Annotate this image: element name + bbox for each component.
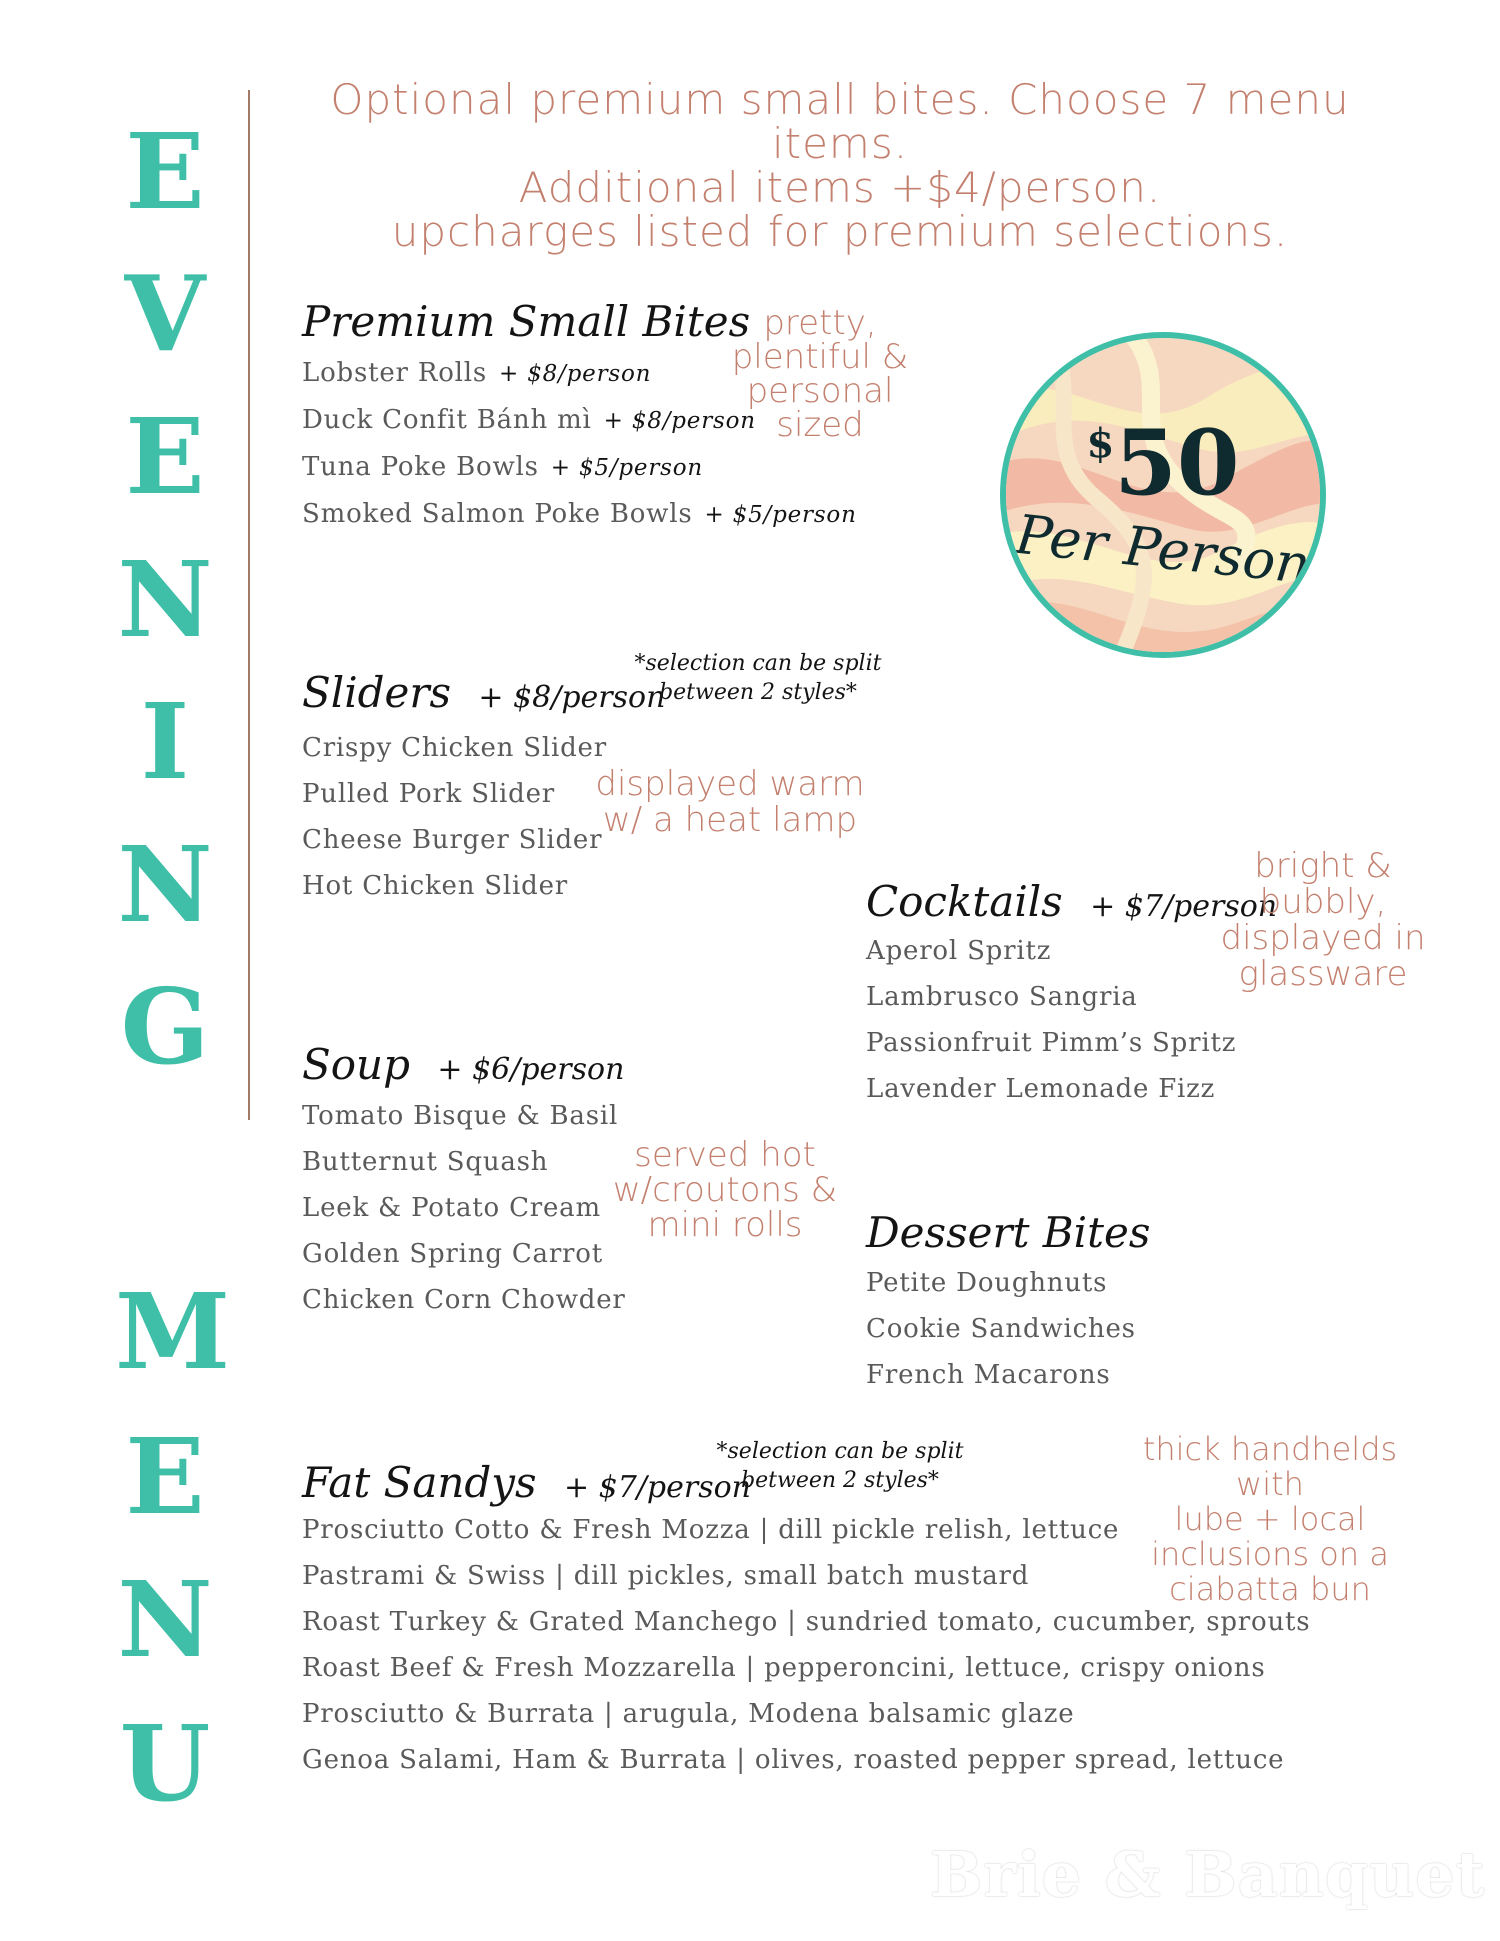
intro-line: upcharges listed for premium selections. <box>391 207 1289 256</box>
title-letter: G <box>120 965 210 1088</box>
list-item: Lavender Lemonade Fizz <box>866 1074 1216 1104</box>
badge-currency: $ <box>1086 420 1115 467</box>
hand-line: mini rolls <box>647 1205 803 1245</box>
watermark: Brie & Banquet <box>930 1838 1486 1911</box>
dessert-heading: Dessert Bites <box>866 1208 1151 1257</box>
soup-title: Soup <box>302 1040 410 1089</box>
item-name: Tuna Poke Bowls <box>302 452 539 482</box>
hand-line: lube + local <box>1174 1500 1366 1538</box>
sandys-split-note <box>700 1438 980 1495</box>
sliders-split-note <box>618 650 898 707</box>
cocktails-hand-note <box>1218 848 1428 992</box>
price-badge <box>1000 332 1326 658</box>
list-item: Crispy Chicken Slider <box>302 733 607 763</box>
sliders-title: Sliders <box>302 668 452 717</box>
sliders-list <box>302 725 607 909</box>
list-item: Roast Beef & Fresh Mozzarella | pepperoncini, lettuce, crispy onions <box>302 1653 1266 1683</box>
title-letter: N <box>117 1558 213 1681</box>
soup-hand-note <box>610 1135 840 1245</box>
list-item: Chicken Corn Chowder <box>302 1285 626 1315</box>
title-letter: E <box>125 110 205 233</box>
item-upcharge: + $5/person <box>704 502 857 528</box>
hand-line: inclusions on a <box>1151 1535 1389 1573</box>
sandys-heading <box>302 1458 751 1507</box>
list-item: Cheese Burger Slider <box>302 825 603 855</box>
item-upcharge: + $5/person <box>550 455 703 481</box>
list-item: Roast Turkey & Grated Manchego | sundried tomato, cucumber, sprouts <box>302 1607 1311 1637</box>
sliders-price: + $8/person <box>478 680 666 715</box>
list-item: Butternut Squash <box>302 1147 549 1177</box>
hand-line: displayed warm <box>595 764 865 804</box>
note-line: between 2 styles* <box>741 1467 939 1493</box>
sliders-hand-note <box>585 766 875 838</box>
soup-list <box>302 1093 626 1323</box>
hand-line: w/croutons & <box>612 1170 838 1210</box>
cocktails-title: Cocktails <box>866 877 1063 926</box>
dessert-list <box>866 1260 1136 1398</box>
hand-line: bubbly, <box>1259 882 1387 922</box>
list-item: Lambrusco Sangria <box>866 982 1138 1012</box>
soup-price: + $6/person <box>437 1052 625 1087</box>
hand-line: displayed in <box>1220 918 1426 958</box>
list-item: Hot Chicken Slider <box>302 871 569 901</box>
title-letter: M <box>115 1270 231 1393</box>
list-item: French Macarons <box>866 1360 1111 1390</box>
list-item: Passionfruit Pimm’s Spritz <box>866 1028 1237 1058</box>
hand-line: ciabatta bun <box>1169 1570 1371 1608</box>
list-item: Prosciutto Cotto & Fresh Mozza | dill pickle relish, lettuce <box>302 1515 1120 1545</box>
list-item: Leek & Potato Cream <box>302 1193 601 1223</box>
premium-hand-note <box>720 303 920 445</box>
note-line: between 2 styles* <box>659 679 857 705</box>
intro-line: Additional items +$4/person. <box>518 163 1162 212</box>
hand-line: personal <box>746 371 894 411</box>
item-upcharge: + $8/person <box>499 361 652 387</box>
list-item: Golden Spring Carrot <box>302 1239 603 1269</box>
title-letter: I <box>140 680 190 803</box>
hand-line: thick handhelds with <box>1142 1430 1398 1503</box>
item-upcharge: + $8/person <box>603 408 756 434</box>
list-item <box>302 491 857 538</box>
list-item: Pulled Pork Slider <box>302 779 556 809</box>
cocktails-heading <box>866 877 1277 926</box>
item-name: Lobster Rolls <box>302 358 488 388</box>
intro-line: Optional premium small bites. Choose 7 menu items. <box>330 75 1350 168</box>
sliders-heading <box>302 668 665 717</box>
vertical-divider <box>248 90 250 1120</box>
list-item: Prosciutto & Burrata | arugula, Modena balsamic glaze <box>302 1699 1075 1729</box>
note-line: *selection can be split <box>634 651 882 676</box>
sandys-title: Fat Sandys <box>302 1458 537 1507</box>
hand-line: w/ a heat lamp <box>602 800 858 840</box>
badge-amount <box>1006 410 1320 516</box>
title-letter: V <box>124 252 206 375</box>
hand-line: served hot <box>634 1135 816 1175</box>
title-letter: N <box>117 823 213 946</box>
list-item: Genoa Salami, Ham & Burrata | olives, roasted pepper spread, lettuce <box>302 1745 1285 1775</box>
intro-note <box>300 75 1380 256</box>
title-letter: N <box>117 538 213 661</box>
list-item: Petite Doughnuts <box>866 1268 1108 1298</box>
list-item: Cookie Sandwiches <box>866 1314 1136 1344</box>
badge-amount-value: 50 <box>1114 410 1240 516</box>
list-item <box>302 444 857 491</box>
sandys-hand-note <box>1105 1432 1435 1607</box>
soup-heading <box>302 1040 624 1089</box>
hand-line: bright & <box>1254 846 1392 886</box>
item-name: Duck Confit Bánh mì <box>302 405 592 435</box>
item-name: Smoked Salmon Poke Bowls <box>302 499 693 529</box>
cocktails-price: + $7/person <box>1090 889 1278 924</box>
hand-line: sized <box>776 405 864 445</box>
sandys-price: + $7/person <box>563 1470 751 1505</box>
premium-heading: Premium Small Bites <box>302 297 751 346</box>
title-letter: U <box>119 1702 211 1825</box>
note-line: *selection can be split <box>716 1439 964 1464</box>
title-letter: E <box>125 1415 205 1538</box>
hand-line: glassware <box>1238 954 1408 994</box>
list-item: Pastrami & Swiss | dill pickles, small batch mustard <box>302 1561 1030 1591</box>
hand-line: pretty, <box>763 303 877 343</box>
hand-line: plentiful & <box>731 337 909 377</box>
list-item: Aperol Spritz <box>866 936 1052 966</box>
list-item: Tomato Bisque & Basil <box>302 1101 619 1131</box>
cocktails-list <box>866 928 1236 1112</box>
title-letter: E <box>125 395 205 518</box>
badge-label: Per Person <box>1012 502 1314 597</box>
